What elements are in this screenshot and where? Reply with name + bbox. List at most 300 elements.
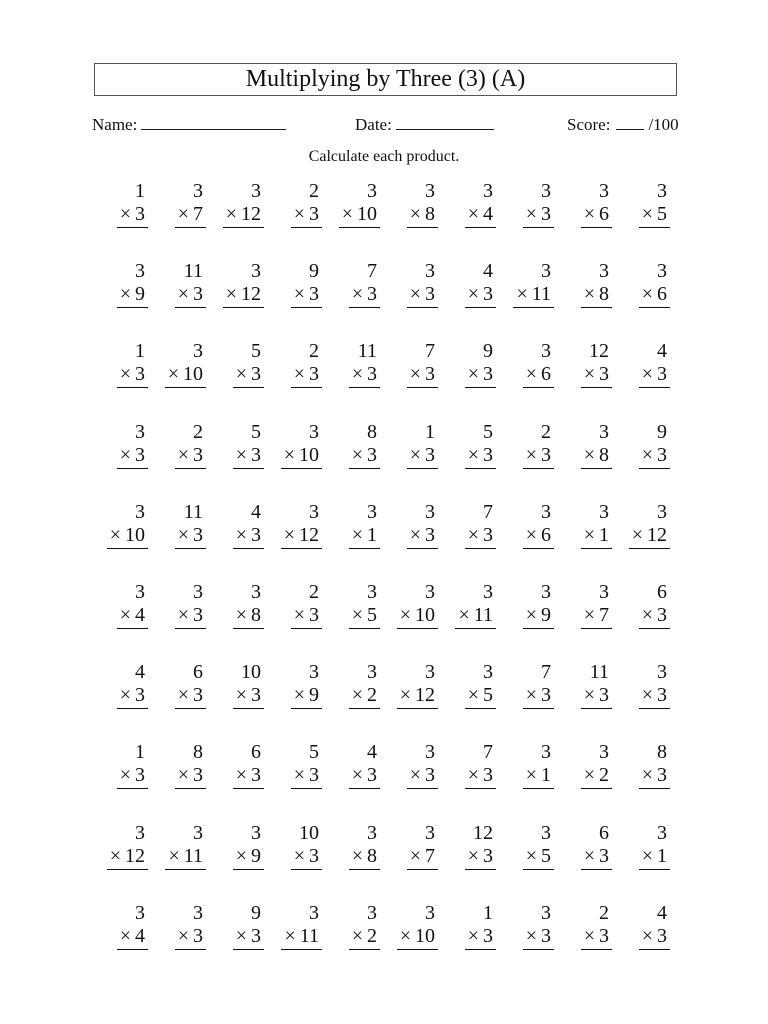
times-sign: × <box>641 363 653 386</box>
times-sign: × <box>351 764 363 787</box>
multiplier-line <box>291 363 322 388</box>
problem-stack <box>465 340 496 420</box>
multiplier-line <box>639 684 670 709</box>
problem <box>623 822 681 902</box>
problem <box>333 661 391 741</box>
multiplicand: 3 <box>599 580 609 603</box>
times-sign: × <box>293 844 305 867</box>
problem <box>449 822 507 902</box>
multiplier: 8 <box>251 603 261 626</box>
multiplier-line <box>465 363 496 388</box>
times-sign: × <box>109 523 121 546</box>
times-sign: × <box>283 443 295 466</box>
date-field[interactable] <box>355 115 494 135</box>
multiplier: 5 <box>657 203 667 225</box>
problem-stack <box>291 822 322 902</box>
times-sign: × <box>177 924 189 947</box>
multiplicand: 3 <box>367 180 377 202</box>
multiplier-line <box>233 444 264 469</box>
problem-stack <box>339 180 380 260</box>
multiplier: 3 <box>425 764 435 787</box>
multiplicand: 3 <box>367 901 377 924</box>
multiplier-line <box>407 363 438 388</box>
problem-stack <box>407 340 438 420</box>
problem-stack <box>639 902 670 982</box>
multiplicand: 10 <box>299 821 319 844</box>
multiplicand: 3 <box>135 580 145 603</box>
multiplicand: 2 <box>309 580 319 603</box>
multiplier-line <box>349 684 380 709</box>
multiplier-line <box>581 363 612 388</box>
multiplier: 10 <box>415 924 435 947</box>
times-sign: × <box>293 684 305 707</box>
problem <box>449 260 507 340</box>
times-sign: × <box>583 283 595 306</box>
problem-stack <box>349 822 380 902</box>
multiplier-line <box>117 203 148 228</box>
multiplier-line <box>117 604 148 629</box>
problem <box>623 661 681 741</box>
multiplier: 3 <box>135 363 145 386</box>
problem <box>623 180 681 260</box>
problem <box>507 822 565 902</box>
problem-stack <box>407 421 438 501</box>
multiplier-line <box>175 524 206 549</box>
problem-stack <box>223 180 264 260</box>
times-sign: × <box>641 443 653 466</box>
problem <box>159 822 217 902</box>
multiplicand: 3 <box>657 821 667 844</box>
problem-row <box>101 421 681 501</box>
problem-stack <box>639 260 670 340</box>
multiplier-line <box>465 203 496 228</box>
multiplier: 11 <box>183 844 203 867</box>
problem-row <box>101 661 681 741</box>
problem-stack <box>175 741 206 821</box>
problem-stack <box>175 581 206 661</box>
multiplier-line <box>639 283 670 308</box>
problem-stack <box>639 180 670 260</box>
date-blank-line[interactable] <box>396 115 494 130</box>
multiplier: 9 <box>135 283 145 306</box>
times-sign: × <box>641 203 653 225</box>
problem <box>507 340 565 420</box>
times-sign: × <box>177 283 189 306</box>
problem-stack <box>639 822 670 902</box>
multiplier: 12 <box>241 203 261 225</box>
multiplicand: 3 <box>251 821 261 844</box>
worksheet-title-box <box>94 63 677 96</box>
multiplicand: 7 <box>541 661 551 684</box>
problem-stack <box>281 902 322 982</box>
multiplier-line <box>523 203 554 228</box>
multiplicand: 3 <box>599 500 609 523</box>
multiplier-line <box>407 524 438 549</box>
multiplier: 3 <box>483 764 493 787</box>
multiplier: 3 <box>483 443 493 466</box>
problem-stack <box>117 180 148 260</box>
multiplicand: 3 <box>135 420 145 443</box>
multiplier: 2 <box>367 924 377 947</box>
problem-stack <box>455 581 496 661</box>
problem <box>217 421 275 501</box>
problem-stack <box>175 421 206 501</box>
problem-stack <box>349 421 380 501</box>
problem-row <box>101 340 681 420</box>
problem <box>623 501 681 581</box>
times-sign: × <box>583 363 595 386</box>
times-sign: × <box>583 924 595 947</box>
problem-stack <box>233 581 264 661</box>
multiplier: 2 <box>599 764 609 787</box>
multiplicand: 3 <box>657 180 667 202</box>
multiplicand: 9 <box>657 420 667 443</box>
times-sign: × <box>583 764 595 787</box>
problem <box>507 260 565 340</box>
times-sign: × <box>583 203 595 225</box>
multiplier-line <box>349 524 380 549</box>
times-sign: × <box>583 844 595 867</box>
multiplier-line <box>581 444 612 469</box>
problem-stack <box>233 661 264 741</box>
multiplicand: 3 <box>483 580 493 603</box>
times-sign: × <box>225 283 237 306</box>
problem-stack <box>223 260 264 340</box>
multiplicand: 1 <box>135 741 145 764</box>
times-sign: × <box>119 684 131 707</box>
multiplicand: 11 <box>357 340 377 363</box>
problem <box>507 501 565 581</box>
multiplier: 3 <box>657 443 667 466</box>
multiplier: 3 <box>251 684 261 707</box>
problem-stack <box>523 180 554 260</box>
multiplier: 8 <box>367 844 377 867</box>
multiplier: 1 <box>367 523 377 546</box>
times-sign: × <box>525 363 537 386</box>
problem-stack <box>465 180 496 260</box>
name-blank-line[interactable] <box>141 115 286 130</box>
multiplicand: 2 <box>541 420 551 443</box>
times-sign: × <box>235 603 247 626</box>
multiplier: 10 <box>125 523 145 546</box>
multiplier: 3 <box>483 924 493 947</box>
problem <box>159 421 217 501</box>
problem <box>449 421 507 501</box>
problem <box>449 180 507 260</box>
problem <box>275 421 333 501</box>
multiplicand: 3 <box>367 500 377 523</box>
multiplier: 9 <box>251 844 261 867</box>
problem <box>217 741 275 821</box>
times-sign: × <box>351 684 363 707</box>
problem-stack <box>639 661 670 741</box>
problem-stack <box>165 340 206 420</box>
multiplier-line <box>639 363 670 388</box>
problem <box>101 661 159 741</box>
multiplier: 12 <box>647 523 667 546</box>
problem <box>101 421 159 501</box>
multiplier-line <box>349 604 380 629</box>
problem <box>449 340 507 420</box>
multiplier: 3 <box>599 363 609 386</box>
problem <box>275 581 333 661</box>
times-sign: × <box>235 844 247 867</box>
score-field[interactable] <box>567 115 679 135</box>
multiplier: 3 <box>367 363 377 386</box>
times-sign: × <box>168 844 180 867</box>
times-sign: × <box>409 443 421 466</box>
problem-stack <box>407 822 438 902</box>
multiplier: 3 <box>599 844 609 867</box>
problem <box>507 741 565 821</box>
multiplier: 3 <box>309 203 319 225</box>
problem <box>101 741 159 821</box>
multiplier: 3 <box>309 363 319 386</box>
multiplier-line <box>397 684 438 709</box>
problem-row <box>101 180 681 260</box>
multiplier-line <box>175 203 206 228</box>
multiplier: 3 <box>193 603 203 626</box>
times-sign: × <box>119 363 131 386</box>
multiplicand: 2 <box>309 180 319 202</box>
multiplier: 3 <box>599 924 609 947</box>
multiplier: 11 <box>531 283 551 306</box>
times-sign: × <box>119 764 131 787</box>
multiplier-line <box>107 845 148 870</box>
multiplier-line <box>397 604 438 629</box>
multiplier: 2 <box>367 684 377 707</box>
multiplier-line <box>175 684 206 709</box>
multiplier-line <box>175 283 206 308</box>
problem <box>275 902 333 982</box>
multiplier: 8 <box>599 283 609 306</box>
multiplier: 10 <box>357 203 377 225</box>
multiplier-line <box>175 764 206 789</box>
times-sign: × <box>341 203 353 225</box>
multiplier-line <box>291 203 322 228</box>
multiplier: 11 <box>299 924 319 947</box>
problem <box>565 340 623 420</box>
multiplier: 3 <box>657 764 667 787</box>
times-sign: × <box>525 764 537 787</box>
problem <box>159 661 217 741</box>
multiplier-line <box>581 925 612 950</box>
multiplier-line <box>233 363 264 388</box>
multiplier-line <box>233 764 264 789</box>
times-sign: × <box>399 603 411 626</box>
multiplier: 3 <box>193 283 203 306</box>
times-sign: × <box>409 203 421 225</box>
multiplier-line <box>581 684 612 709</box>
multiplier-line <box>465 444 496 469</box>
times-sign: × <box>583 523 595 546</box>
multiplier: 3 <box>135 203 145 225</box>
problem <box>565 581 623 661</box>
times-sign: × <box>351 844 363 867</box>
problem-stack <box>233 822 264 902</box>
multiplicand: 6 <box>657 580 667 603</box>
problem <box>275 180 333 260</box>
multiplier-line <box>117 764 148 789</box>
multiplier: 8 <box>599 443 609 466</box>
multiplier: 3 <box>425 363 435 386</box>
multiplier: 3 <box>599 684 609 707</box>
problem-stack <box>465 501 496 581</box>
multiplicand: 3 <box>193 180 203 202</box>
multiplier: 3 <box>193 924 203 947</box>
problem-stack <box>175 902 206 982</box>
problem <box>449 581 507 661</box>
score-blank-line[interactable] <box>616 115 644 130</box>
multiplier-line <box>233 684 264 709</box>
problem <box>507 902 565 982</box>
multiplier: 5 <box>367 603 377 626</box>
multiplier: 4 <box>135 924 145 947</box>
problem <box>565 822 623 902</box>
multiplier-line <box>349 845 380 870</box>
multiplier-line <box>291 845 322 870</box>
multiplicand: 3 <box>541 901 551 924</box>
multiplicand: 3 <box>193 580 203 603</box>
problem-stack <box>581 661 612 741</box>
multiplier-line <box>291 283 322 308</box>
problem-stack <box>291 661 322 741</box>
multiplicand: 1 <box>425 420 435 443</box>
times-sign: × <box>235 764 247 787</box>
times-sign: × <box>467 844 479 867</box>
problem <box>623 741 681 821</box>
multiplicand: 3 <box>483 661 493 684</box>
multiplier-line <box>339 203 380 228</box>
multiplier-line <box>523 764 554 789</box>
problem-stack <box>233 741 264 821</box>
multiplier-line <box>407 764 438 789</box>
times-sign: × <box>283 523 295 546</box>
multiplier-line <box>639 764 670 789</box>
multiplicand: 3 <box>309 420 319 443</box>
problem <box>333 501 391 581</box>
problem <box>449 902 507 982</box>
multiplier-line <box>175 604 206 629</box>
problem-stack <box>349 501 380 581</box>
problem-stack <box>117 741 148 821</box>
multiplier-line <box>407 283 438 308</box>
multiplier-line <box>233 524 264 549</box>
multiplier-line <box>465 283 496 308</box>
multiplicand: 5 <box>483 420 493 443</box>
problem <box>623 421 681 501</box>
multiplicand: 3 <box>367 821 377 844</box>
multiplier-line <box>349 283 380 308</box>
problem-stack <box>281 501 322 581</box>
problem <box>623 581 681 661</box>
multiplier: 5 <box>483 684 493 707</box>
multiplier-line <box>165 363 206 388</box>
multiplier: 10 <box>183 363 203 386</box>
problem <box>333 260 391 340</box>
problem-stack <box>349 581 380 661</box>
multiplier-line <box>465 845 496 870</box>
multiplier-line <box>523 604 554 629</box>
multiplicand: 3 <box>541 741 551 764</box>
multiplicand: 7 <box>425 340 435 363</box>
problem <box>333 741 391 821</box>
multiplier: 12 <box>125 844 145 867</box>
multiplier: 3 <box>309 283 319 306</box>
problem <box>623 260 681 340</box>
multiplicand: 11 <box>183 500 203 523</box>
times-sign: × <box>351 283 363 306</box>
times-sign: × <box>235 684 247 707</box>
times-sign: × <box>177 523 189 546</box>
multiplier-line <box>465 764 496 789</box>
multiplier: 3 <box>251 363 261 386</box>
multiplicand: 4 <box>135 661 145 684</box>
multiplier-line <box>523 684 554 709</box>
multiplier: 3 <box>309 844 319 867</box>
multiplicand: 3 <box>541 500 551 523</box>
multiplier-line <box>117 283 148 308</box>
multiplicand: 3 <box>599 420 609 443</box>
times-sign: × <box>399 684 411 707</box>
problem-stack <box>465 902 496 982</box>
multiplier-line <box>639 203 670 228</box>
times-sign: × <box>177 603 189 626</box>
problem-stack <box>107 501 148 581</box>
problem-stack <box>107 822 148 902</box>
multiplicand: 12 <box>473 821 493 844</box>
multiplier-line <box>581 203 612 228</box>
problem-stack <box>233 501 264 581</box>
problem-stack <box>397 902 438 982</box>
multiplicand: 3 <box>425 901 435 924</box>
multiplier: 11 <box>473 603 493 626</box>
problem <box>449 741 507 821</box>
problem <box>333 902 391 982</box>
multiplier: 10 <box>415 603 435 626</box>
multiplicand: 9 <box>251 901 261 924</box>
multiplier-line <box>407 444 438 469</box>
multiplier: 3 <box>657 684 667 707</box>
multiplier: 3 <box>657 363 667 386</box>
problem-row <box>101 741 681 821</box>
multiplicand: 4 <box>657 340 667 363</box>
problem <box>217 902 275 982</box>
multiplier-line <box>465 684 496 709</box>
problem <box>623 902 681 982</box>
multiplier: 9 <box>541 603 551 626</box>
problem-stack <box>291 260 322 340</box>
problem-stack <box>523 421 554 501</box>
times-sign: × <box>177 764 189 787</box>
multiplier-line <box>407 845 438 870</box>
times-sign: × <box>525 684 537 707</box>
problem <box>507 180 565 260</box>
times-sign: × <box>235 523 247 546</box>
multiplicand: 3 <box>251 180 261 202</box>
problem <box>565 421 623 501</box>
multiplicand: 3 <box>657 661 667 684</box>
multiplicand: 11 <box>589 661 609 684</box>
multiplier-line <box>523 363 554 388</box>
problem <box>333 581 391 661</box>
problem <box>391 902 449 982</box>
problem-stack <box>523 902 554 982</box>
name-field[interactable] <box>92 115 286 135</box>
times-sign: × <box>641 684 653 707</box>
multiplier-line <box>117 444 148 469</box>
problem <box>275 260 333 340</box>
